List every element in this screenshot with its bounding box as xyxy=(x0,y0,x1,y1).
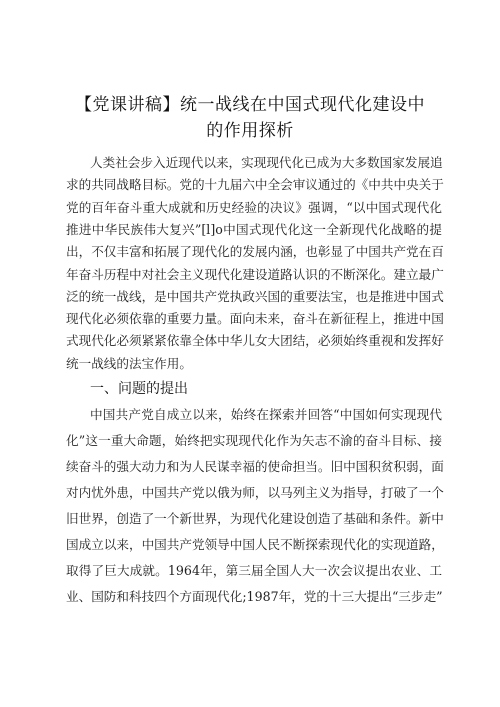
paragraph-line: 求的共同战略目标。党的十九届六中全会审议通过的《中共中央关于 xyxy=(66,177,444,193)
paragraph-line: 出，不仅丰富和拓展了现代化的发展内涵，也彰显了中国共产党在百 xyxy=(66,244,444,260)
paragraph-line: 取得了巨大成就。1964年，第三届全国人大一次会议提出农业、工 xyxy=(66,563,442,578)
document-title-line-2: 的作用探析 xyxy=(206,121,294,141)
paragraph-line: 式现代化必须紧紧依靠全体中华儿女大团结，必须始终重视和发挥好 xyxy=(66,333,444,349)
paragraph-line: 国成立以来，中国共产党领导中国人民不断探索现代化的实现道路， xyxy=(66,537,444,552)
paragraph-line: 年奋斗历程中对社会主义现代化建设道路认识的不断深化。建立最广 xyxy=(66,266,444,282)
paragraph-line: 泛的统一战线，是中国共产党执政兴国的重要法宝，也是推进中国式 xyxy=(66,288,444,304)
paragraph-line: 对内忧外患，中国共产党以俄为师，以马列主义为指导，打破了一个 xyxy=(66,485,444,500)
paragraph-line: 统一战线的法宝作用。 xyxy=(66,355,192,371)
paragraph-line: 现代化必须依靠的重要力量。面向未来，奋斗在新征程上，推进中国 xyxy=(66,311,444,327)
paragraph-line: 人类社会步入近现代以来，实现现代化已成为大多数国家发展追 xyxy=(90,155,443,170)
paragraph-line: 旧世界，创造了一个新世界，为现代化建设创造了基础和条件。新中 xyxy=(66,511,444,526)
paragraph-line: 推进中华民族伟大复兴”[l]o中国式现代化这一全新现代化战略的提 xyxy=(66,221,442,237)
paragraph-line: 党的百年奋斗重大成就和历史经验的决议》强调，“以中国式现代化 xyxy=(66,199,442,215)
document-title-line-1: 【党课讲稿】统一战线在中国式现代化建设中 xyxy=(75,95,425,115)
paragraph-line: 中国共产党自成立以来，始终在探索并回答“中国如何实现现代 xyxy=(90,407,442,422)
paragraph-line: 业、国防和科技四个方面现代化;1987年，党的十三大提出“三步走” xyxy=(66,589,443,604)
section-heading: 一、问题的提出 xyxy=(90,381,188,397)
paragraph-line: 化”这一重大命题，始终把实现现代化作为矢志不渝的奋斗目标、接 xyxy=(66,433,442,448)
paragraph-line: 续奋斗的强大动力和为人民谋幸福的使命担当。旧中国积贫积弱，面 xyxy=(66,459,444,474)
